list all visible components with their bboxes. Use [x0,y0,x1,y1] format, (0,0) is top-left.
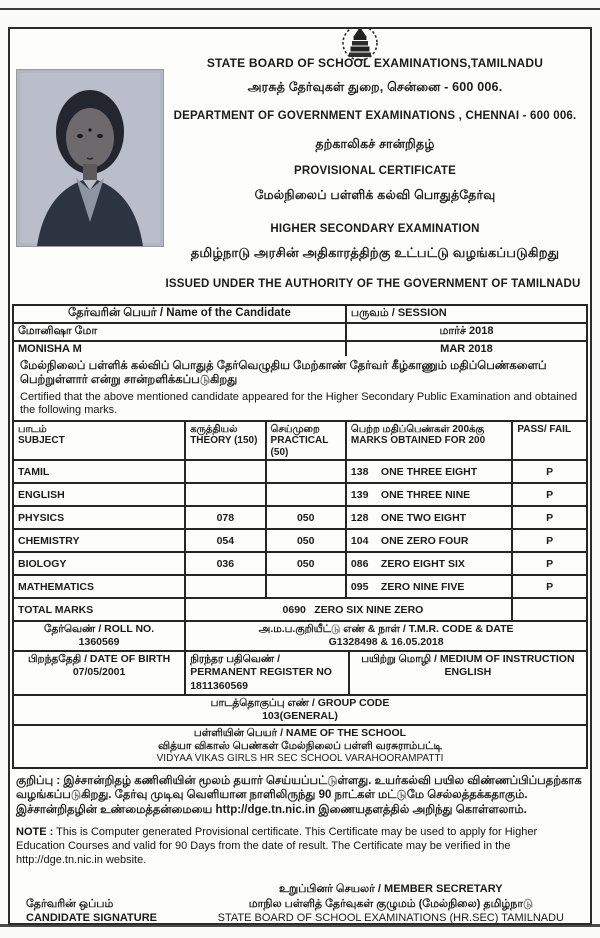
certification-text-tamil: மேல்நிலைப் பள்ளிக் கல்விப் பொதுத் தேர்வெழுதிய மேற்காண் தேர்வர் கீழ்காணும் மதிப்பெண்களைப் பெற்றுள்ளார் என்று சான்றளிக்கப்படுகிறது [20,360,547,387]
school-cell [13,725,587,768]
board-title-tamil: அரசுத் தேர்வுகள் துறை, சென்னை - 600 006. [247,80,503,94]
group-code-label: பாடத்தொகுப்பு எண் / GROUP CODE [210,696,390,709]
scan-edge-top [0,8,600,10]
roll-label: தேர்வெண் / ROLL NO. [44,623,155,636]
result-cell: P [512,575,587,598]
subject-header-en: SUBJECT [18,435,65,447]
school-table [12,724,588,769]
practical-header-tamil: செய்முறை [270,423,320,435]
session-value: MAR 2018 [346,341,587,357]
medium-cell [349,651,587,694]
register-number: 1811360569 [190,679,249,692]
table-row [13,695,587,725]
table-row [13,651,587,694]
theory-cell: 054 [185,529,265,552]
medium-label: பயிற்று மொழி / MEDIUM OF INSTRUCTION [361,653,575,666]
exam-title-tamil: மேல்நிலைப் பள்ளிக் கல்வி பொதுத்தேர்வு [254,188,496,202]
school-name-tamil: வித்யா விகாஸ் பெண்கள் மேல்நிலைப் பள்ளி வரசுராம்பட்டி [158,740,442,753]
session-label: பருவம் / SESSION [346,305,587,323]
result-cell: P [512,529,587,552]
marks-row [13,483,587,506]
subject-cell: TAMIL [13,460,185,483]
session-tamil: மார்ச் 2018 [346,323,587,341]
total-marks-cell [185,598,512,621]
candidate-info-table [12,304,588,358]
practical-cell: 050 [266,506,346,529]
subject-header [13,421,185,461]
marks-row [13,506,587,529]
marks-number: 128 [350,511,369,524]
medium-value: ENGLISH [444,666,492,679]
theory-cell: 036 [185,552,265,575]
marks-words: ONE TWO EIGHT [380,511,467,524]
marks-header [346,421,512,461]
marks-words: ONE ZERO FOUR [380,534,469,547]
theory-header-tamil: கருத்தியல் [190,423,238,435]
subject-cell: ENGLISH [13,483,185,506]
authority-line: ISSUED UNDER THE AUTHORITY OF THE GOVERNMENT OF TAMILNADU [165,278,581,290]
provisional-title: PROVISIONAL CERTIFICATE [294,165,456,177]
provisional-title-tamil: தற்காலிகச் சான்றிதழ் [315,137,435,151]
register-cell [185,651,349,694]
register-label-tamil: நிரந்தர பதிவெண் / [190,653,281,666]
practical-header-en: PRACTICAL (50) [270,435,329,458]
marks-cell [346,460,512,483]
dob-label: பிறந்ததேதி / DATE OF BIRTH [27,653,171,666]
roll-number: 1360569 [78,636,120,649]
marks-cell [346,483,512,506]
tmr-value: G1328498 & 16.05.2018 [328,636,444,649]
candidate-name: MONISHA M [13,341,346,357]
result-cell: P [512,483,587,506]
total-result-cell [512,598,587,621]
subject-cell: MATHEMATICS [13,575,185,598]
exam-title: HIGHER SECONDARY EXAMINATION [270,223,480,235]
total-marks-number: 0690 [282,603,306,616]
candidate-signature-label: CANDIDATE SIGNATURE [26,912,157,925]
marks-row [13,552,587,575]
practical-cell [266,460,346,483]
practical-cell: 050 [266,529,346,552]
result-cell: P [512,506,587,529]
marks-cell [346,529,512,552]
subject-header-tamil: பாடம் [18,423,47,435]
register-label: PERMANENT REGISTER NO [190,666,332,679]
candidate-name-label: தேர்வரின் பெயர் / Name of the Candidate [13,305,346,323]
board-title: STATE BOARD OF SCHOOL EXAMINATIONS,TAMILNADU [206,56,544,70]
practical-cell [266,575,346,598]
theory-header [185,421,265,461]
signature-block [26,882,582,925]
marks-cell [346,575,512,598]
result-cell: P [512,460,587,483]
table-row [13,305,587,323]
theory-cell [185,483,265,506]
board-name: STATE BOARD OF SCHOOL EXAMINATIONS (HR.SEC) TAMILNADU [217,912,564,925]
note-english [16,825,584,868]
certification-statement [12,356,588,422]
roll-cell [13,621,185,651]
subject-cell: CHEMISTRY [13,529,185,552]
total-marks-words: ZERO SIX NINE ZERO [314,603,424,616]
table-row [13,323,587,341]
result-header: PASS/ FAIL [512,421,587,461]
marks-words: ONE THREE NINE [380,488,471,501]
note-text: This is Computer generated Provisional certificate. This Certificate may be used to apply for Higher Education Courses and valid for 90 Days from the date of result. The Certificate may be verified in the http://dge.tn.nic.in website. [16,825,538,867]
marks-number: 086 [350,557,369,570]
tmr-label: அ.ம.ப.குறியீட்டு எண் & நாள் / T.M.R. CODE & DATE [258,623,514,636]
table-row [13,725,587,768]
certificate-page [8,27,592,925]
member-secretary-block [218,882,564,925]
group-code-table [12,694,588,726]
marks-header-tamil: பெற்ற மதிப்பெண்கள் 200க்கு [350,423,485,435]
dob-cell [13,651,185,694]
member-secretary-label: உறுப்பினர் செயலர் / MEMBER SECRETARY [279,882,503,895]
marks-cell [346,552,512,575]
theory-header-en: THEORY (150) [190,435,258,447]
board-name-tamil: மாநில பள்ளித் தேர்வுகள் குழுமம் (மேல்நிலை) தமிழ்நாடு [248,897,533,910]
candidate-photo [16,69,164,247]
practical-cell [266,483,346,506]
candidate-name-tamil: மோனிஷா மோ [13,323,346,341]
marks-number: 095 [350,580,369,593]
certificate-body [12,304,588,925]
dob-value: 07/05/2001 [72,666,126,679]
table-row [13,621,587,651]
marks-cell [346,506,512,529]
subject-cell: BIOLOGY [13,552,185,575]
group-code-value: 103(GENERAL) [262,709,338,722]
candidate-signature-block [26,897,157,925]
marks-header-row [13,421,587,461]
marks-number: 139 [350,488,369,501]
marks-row [13,575,587,598]
total-label: TOTAL MARKS [13,598,185,621]
marks-words: ZERO EIGHT SIX [380,557,465,570]
certification-text: Certified that the above mentioned candidate appeared for the Higher Secondary Public Examination and obtained the following marks. [20,390,578,417]
marks-words: ZERO NINE FIVE [380,580,465,593]
authority-line-tamil: தமிழ்நாடு அரசின் அதிகாரத்திற்கு உட்பட்டு வழங்கப்படுகிறது [190,245,560,260]
marks-row [13,460,587,483]
practical-header [266,421,346,461]
marks-row [13,529,587,552]
tmr-cell [185,621,587,651]
theory-cell: 078 [185,506,265,529]
group-code-cell [13,695,587,725]
candidate-signature-label-tamil: தேர்வரின் ஒப்பம் [26,897,114,910]
marks-number: 104 [350,534,369,547]
marks-number: 138 [350,465,369,478]
marks-table [12,420,588,623]
result-cell: P [512,552,587,575]
practical-cell: 050 [266,552,346,575]
theory-cell [185,460,265,483]
roll-tmr-table [12,620,588,652]
note-tamil: குறிப்பு : இச்சான்றிதழ் கணினியின் மூலம் தயார் செய்யப்பட்டுள்ளது. உயர்கல்வி பயில விண்ணப்பிப்பதற்காக வழங்கப்படுகிறது. தேர்வு முடிவு வெளியான நாளிலிருந்து 90 நாட்கள் மட்டுமே செல்லத்தக்கதாகும். இச்சான்றிதழின் உண்மைத்தன்மையை http://dge.tn.nic.in இணையதளத்தில் அறிந்து கொள்ளலாம். [16,774,582,817]
school-label: பள்ளியின் பெயர் / NAME OF THE SCHOOL [193,726,407,739]
theory-cell [185,575,265,598]
marks-header-en: MARKS OBTAINED FOR 200 [350,435,486,447]
school-name: VIDYAA VIKAS GIRLS HR SEC SCHOOL VARAHOORAMPATTI [156,753,444,765]
dob-register-medium-table [12,650,588,695]
total-row [13,598,587,621]
note-label: NOTE : [16,825,54,838]
department-title: DEPARTMENT OF GOVERNMENT EXAMINATIONS , CHENNAI - 600 006. [173,110,577,122]
marks-words: ONE THREE EIGHT [380,465,478,478]
subject-cell: PHYSICS [13,506,185,529]
table-row [13,341,587,357]
